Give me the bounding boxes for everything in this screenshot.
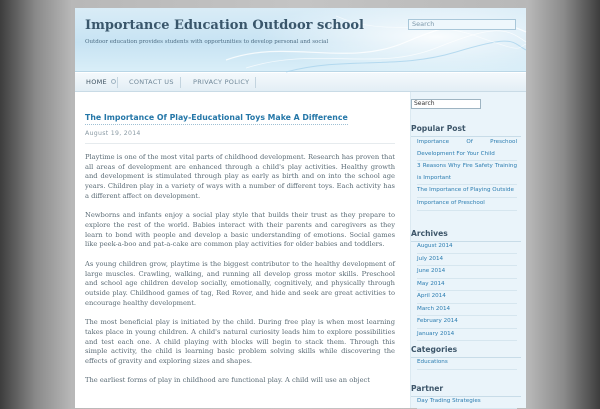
- post-date: August 19, 2014: [85, 130, 395, 144]
- partner-list: [417, 396, 517, 409]
- sidebar: [410, 92, 526, 408]
- archive-link[interactable]: March 2014: [417, 304, 517, 317]
- page-wrapper: [75, 8, 526, 408]
- widget-title-categories: Categories: [411, 345, 521, 358]
- category-link[interactable]: Educations: [417, 357, 517, 370]
- home-circle-icon: [111, 79, 116, 84]
- nav-divider: [255, 77, 256, 88]
- site-title[interactable]: Importance Education Outdoor school: [85, 18, 364, 33]
- nav-item-privacy-policy[interactable]: [193, 73, 249, 92]
- post-paragraph: The earliest forms of play in childhood are functional play. A child will use an object: [85, 376, 370, 385]
- post-title-link[interactable]: The Importance Of Play-Educational Toys Make A Difference: [85, 113, 348, 125]
- nav-item-label: HOME: [86, 78, 107, 86]
- site-header: [75, 8, 526, 72]
- nav-item-home[interactable]: [86, 73, 116, 92]
- main-nav: [75, 73, 526, 92]
- sidebar-search-input[interactable]: Search: [411, 99, 481, 109]
- popular-post-link[interactable]: Importance Of Preschool Development For Your Child: [417, 137, 517, 161]
- post-paragraph: As young children grow, playtime is the biggest contributor to the healthy development of large muscles. Crawling, walking, and running all develop gross motor skills. Preschool and school age children develop socially, emotionally, cognitively, and physically through outside play. Childhood games of tag, Red Rover, and hide and seek are great activities to encourage healthy development.: [85, 259, 395, 307]
- nav-item-contact-us[interactable]: [129, 73, 174, 92]
- popular-post-link[interactable]: 3 Reasons Why Fire Safety Training is Important: [417, 161, 517, 185]
- post-paragraph: Playtime is one of the most vital parts of childhood development. Research has proven that all areas of development are enhanced through a child's play activities. Healthy growth and development is stimulated through play as early as birth and on into the school age years. Children play in a variety of ways with a number of different toys. Each activity has a different affect on development.: [85, 153, 395, 200]
- nav-divider: [117, 77, 118, 88]
- widget-title-popular: Popular Post: [411, 124, 521, 137]
- archive-link[interactable]: August 2014: [417, 241, 517, 254]
- archive-link[interactable]: January 2014: [417, 329, 517, 342]
- categories-list: [417, 357, 517, 370]
- archive-link[interactable]: June 2014: [417, 266, 517, 279]
- archive-link[interactable]: February 2014: [417, 316, 517, 329]
- nav-item-label: PRIVACY POLICY: [193, 78, 250, 86]
- site-description: Outdoor education provides students with opportunities to develop personal and social: [85, 39, 329, 45]
- popular-post-link[interactable]: The Importance of Playing Outside: [417, 185, 517, 198]
- archive-link[interactable]: April 2014: [417, 291, 517, 304]
- archive-link[interactable]: May 2014: [417, 279, 517, 292]
- archives-list: [417, 241, 517, 341]
- popular-post-link[interactable]: Importance of Preschool: [417, 198, 517, 211]
- post-paragraph: Newborns and infants enjoy a social play style that builds their trust as they prepare to explore the rest of the world. Babies interact with their parents and caregivers as they learn to bond with people and develop a basic understanding of emotions. Social games like peek-a-boo and pat-a-cake are common play activities for older babies and toddlers.: [85, 211, 395, 249]
- partner-link[interactable]: Day Trading Strategies: [417, 396, 517, 409]
- post-paragraph: The most beneficial play is initiated by the child. During free play is when most learning takes place in young children. A child's natural curiosity leads him to explore possibilities and test each one. A child playing with blocks will begin to stack them. Through this simple activity, the child is learning basic problem solving skills while discovering the effects of gravity and exploring sizes and shapes.: [85, 318, 395, 365]
- nav-divider: [180, 77, 181, 88]
- popular-post-list: [417, 137, 517, 211]
- archive-link[interactable]: July 2014: [417, 254, 517, 267]
- widget-title-partner: Partner: [411, 384, 521, 397]
- widget-title-archives: Archives: [411, 229, 521, 242]
- nav-item-label: CONTACT US: [129, 78, 174, 86]
- main-content: [85, 105, 395, 396]
- header-search-input[interactable]: Search: [408, 19, 516, 30]
- post-body: [85, 153, 395, 386]
